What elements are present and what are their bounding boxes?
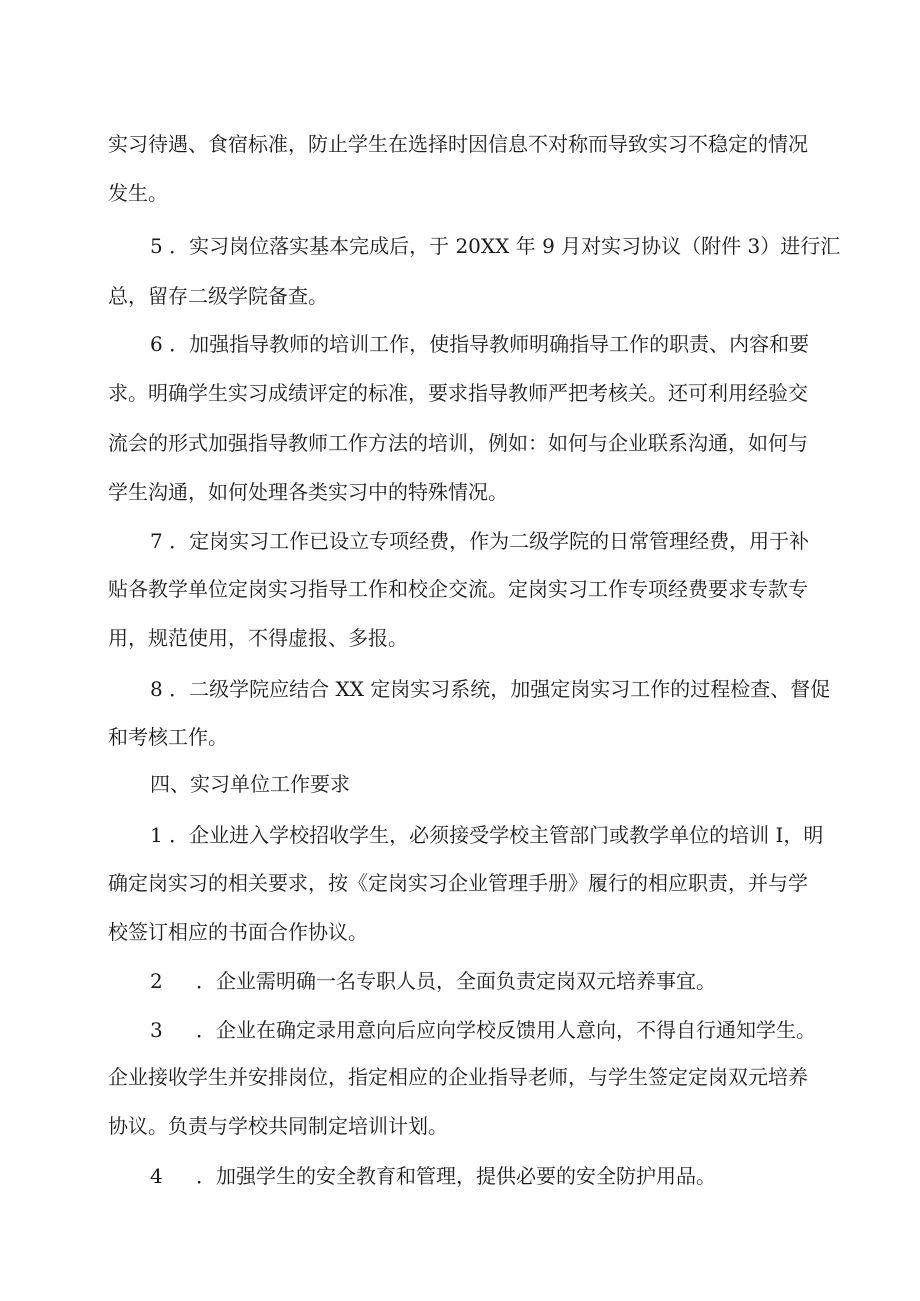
item-number: 2 [150, 969, 163, 993]
paragraph-6-line-4: 学生沟通，如何处理各类实习中的特殊情况。 [108, 480, 508, 504]
paragraph-5-line-1 [150, 233, 840, 259]
paragraph-6-line-3: 流会的形式加强指导教师工作方法的培训，例如：如何与企业联系沟通，如何与 [108, 431, 808, 455]
requirement-1-line-1 [150, 822, 823, 848]
requirement-3-line-3: 协议。负责与学校共同制定培训计划。 [108, 1114, 448, 1138]
item-number: 4 [150, 1164, 163, 1188]
item-text: ．企业需明确一名专职人员，全面负责定岗双元培养事宜。 [196, 969, 716, 993]
requirement-3-line-2: 企业接收学生并安排岗位，指定相应的企业指导老师，与学生签定定岗双元培养 [108, 1065, 808, 1089]
paragraph-7-line-3: 用，规范使用，不得虚报、多报。 [108, 626, 408, 650]
item-text: ．二级学院应结合 XX 定岗实习系统，加强定岗实习工作的过程检查、督促 [169, 677, 831, 701]
requirement-3-line-1 [150, 1017, 816, 1043]
item-number: 7 [150, 529, 163, 553]
paragraph-8-line-2: 和考核工作。 [108, 725, 228, 749]
paragraph-8-line-1 [150, 676, 830, 702]
item-text: ．企业进入学校招收学生，必须接受学校主管部门或教学单位的培训 I，明 [169, 823, 824, 847]
item-number: 8 [150, 677, 163, 701]
paragraph-6-line-2: 求。明确学生实习成绩评定的标准，要求指导教师严把考核关。还可利用经验交 [108, 381, 808, 405]
item-number: 6 [150, 332, 163, 356]
paragraph-6-line-1 [150, 331, 809, 357]
item-text: ．加强学生的安全教育和管理，提供必要的安全防护用品。 [196, 1164, 716, 1188]
text-line: 实习待遇、食宿标准，防止学生在选择时因信息不对称而导致实习不稳定的情况 [108, 132, 808, 156]
requirement-4-line-1 [150, 1163, 716, 1189]
section-heading: 四、实习单位工作要求 [150, 772, 350, 796]
requirement-2-line-1 [150, 968, 716, 994]
item-text: ．企业在确定录用意向后应向学校反馈用人意向，不得自行通知学生。 [196, 1018, 816, 1042]
paragraph-7-line-1 [150, 528, 809, 554]
item-number: 1 [150, 823, 163, 847]
paragraph-7-line-2: 贴各教学单位定岗实习指导工作和校企交流。定岗实习工作专项经费要求专款专 [108, 577, 808, 601]
requirement-1-line-3: 校签订相应的书面合作协议。 [108, 920, 368, 944]
item-number: 3 [150, 1018, 163, 1042]
item-number: 5 [150, 234, 163, 258]
paragraph-5-line-2: 总，留存二级学院备查。 [108, 284, 328, 308]
item-text: ．定岗实习工作已设立专项经费，作为二级学院的日常管理经费，用于补 [169, 529, 810, 553]
requirement-1-line-2: 确定岗实习的相关要求，按《定岗实习企业管理手册》履行的相应职责，并与学 [108, 871, 808, 895]
item-text: ．实习岗位落实基本完成后，于 20XX 年 9 月对实习协议（附件 3）进行汇 [169, 234, 841, 258]
item-text: ．加强指导教师的培训工作，使指导教师明确指导工作的职责、内容和要 [169, 332, 810, 356]
text-line: 发生。 [108, 181, 168, 205]
